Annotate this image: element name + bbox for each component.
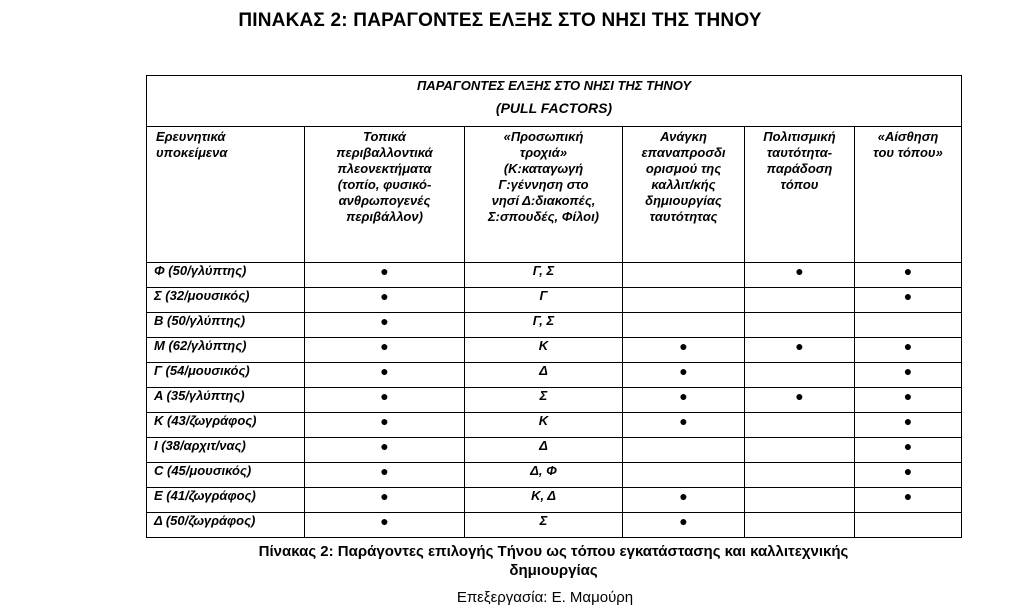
column-header-sense-of-place: [855, 127, 962, 263]
table-cell: [745, 513, 855, 538]
bullet-mark: ●: [380, 388, 389, 404]
table-cell: [745, 388, 855, 413]
bullet-mark: ●: [903, 288, 913, 304]
table-cell: [305, 338, 465, 363]
table-cell: [855, 363, 962, 388]
table-row: [147, 438, 962, 463]
table-cell: [855, 463, 962, 488]
pull-factors-table: [146, 75, 962, 538]
table-row: [147, 363, 962, 388]
column-header-label: Πολιτισμική ταυτότητα- παράδοση τόπου: [763, 129, 836, 192]
table-cell: [305, 438, 465, 463]
cell-value: Σ: [539, 513, 548, 528]
table-cell: [465, 488, 623, 513]
table-cell: [623, 488, 745, 513]
bullet-mark: ●: [380, 438, 389, 454]
bullet-mark: ●: [679, 513, 688, 529]
table-caption: Πίνακας 2: Παράγοντες επιλογής Τήνου ως τόπου εγκατάστασης και καλλιτεχνικής δημιουργίας: [258, 543, 849, 579]
subject-cell: Α (35/γλύπτης): [147, 388, 305, 413]
table-cell: [745, 288, 855, 313]
table-cell: [465, 338, 623, 363]
bullet-mark: ●: [380, 463, 389, 479]
bullet-mark: ●: [903, 263, 913, 279]
table-cell: [855, 338, 962, 363]
bullet-mark: ●: [380, 313, 389, 329]
table-row: [147, 413, 962, 438]
credit-line: Επεξεργασία: Ε. Μαμούρη: [456, 589, 634, 606]
column-header-subjects: [147, 127, 305, 263]
table-cell: [855, 438, 962, 463]
table-cell: [465, 463, 623, 488]
bullet-mark: ●: [795, 263, 804, 279]
table-cell: [855, 513, 962, 538]
subject-cell: Ι (38/αρχιτ/νας): [147, 438, 305, 463]
table-cell: [623, 513, 745, 538]
bullet-mark: ●: [380, 513, 389, 529]
subject-cell: Γ (54/μουσικός): [147, 363, 305, 388]
table-row: [147, 288, 962, 313]
subject-cell: Φ (50/γλύπτης): [147, 263, 305, 288]
table-cell: [305, 263, 465, 288]
table-cell: [465, 363, 623, 388]
table-row: [147, 388, 962, 413]
cell-value: Γ: [539, 288, 548, 303]
table-cell: [745, 413, 855, 438]
table-cell: [855, 313, 962, 338]
table-cell: [745, 488, 855, 513]
bullet-mark: ●: [795, 388, 804, 404]
table-row: [147, 488, 962, 513]
bullet-mark: ●: [903, 363, 913, 379]
cell-value: Γ, Σ: [532, 263, 555, 278]
cell-value: Σ: [539, 388, 548, 403]
subject-cell: Ε (41/ζωγράφος): [147, 488, 305, 513]
table-cell: [623, 463, 745, 488]
bullet-mark: ●: [903, 438, 913, 454]
table-cell: [855, 388, 962, 413]
cell-value: Κ, Δ: [531, 488, 556, 503]
subject-cell: Σ (32/μουσικός): [147, 288, 305, 313]
column-header-label: «Προσωπική τροχιά» (Κ:καταγωγή Γ:γέννηση στο νησί Δ:διακοπές, Σ:σπουδές, Φίλοι): [487, 129, 600, 224]
bullet-mark: ●: [380, 288, 389, 304]
table-cell: [305, 388, 465, 413]
table-cell: [305, 488, 465, 513]
bullet-mark: ●: [903, 463, 913, 479]
table-cell: [855, 263, 962, 288]
table-cell: [465, 413, 623, 438]
table-cell: [855, 288, 962, 313]
table-cell: [305, 288, 465, 313]
table-header-title: ΠΑΡΑΓΟΝΤΕΣ ΕΛΞΗΣ ΣΤΟ ΝΗΣΙ ΤΗΣ ΤΗΝΟΥ: [416, 78, 692, 93]
table-cell: [305, 363, 465, 388]
table-cell: [623, 388, 745, 413]
table-cell: [623, 413, 745, 438]
subject-cell: Κ (43/ζωγράφος): [147, 413, 305, 438]
table-cell: [305, 463, 465, 488]
table-row: [147, 263, 962, 288]
table-cell: [305, 413, 465, 438]
bullet-mark: ●: [903, 488, 913, 504]
bullet-mark: ●: [679, 338, 688, 354]
cell-value: Δ: [539, 438, 548, 453]
table-row: [147, 463, 962, 488]
cell-value: Δ, Φ: [530, 463, 557, 478]
table-cell: [745, 463, 855, 488]
column-header-cultural-identity: [745, 127, 855, 263]
cell-value: Δ: [539, 363, 548, 378]
table-cell: [623, 288, 745, 313]
table-row: [147, 338, 962, 363]
cell-value: Κ: [538, 413, 549, 428]
table-header-subtitle: (PULL FACTORS): [495, 100, 613, 116]
column-header-label: Τοπικά περιβαλλοντικά πλεονεκτήματα (τοπίο, φυσικό- ανθρωπογενές περιβάλλον): [336, 129, 433, 224]
table-cell: [623, 338, 745, 363]
table-header-row: [147, 76, 962, 127]
bullet-mark: ●: [380, 488, 389, 504]
column-header-personal-trajectory: [465, 127, 623, 263]
table-cell: [305, 313, 465, 338]
column-header-label: Ανάγκη επαναπροσδι ορισμού της καλλιτ/κής δημιουργίας ταυτότητας: [641, 129, 726, 224]
subject-cell: Β (50/γλύπτης): [147, 313, 305, 338]
table-row: [147, 313, 962, 338]
bullet-mark: ●: [380, 413, 389, 429]
bullet-mark: ●: [795, 338, 804, 354]
table-cell: [623, 263, 745, 288]
subject-cell: C (45/μουσικός): [147, 463, 305, 488]
document-title: ΠΙΝΑΚΑΣ 2: ΠΑΡΑΓΟΝΤΕΣ ΕΛΞΗΣ ΣΤΟ ΝΗΣΙ ΤΗΣ ΤΗΝΟΥ: [238, 10, 762, 31]
table-cell: [465, 313, 623, 338]
cell-value: Κ: [538, 338, 549, 353]
table-cell: [465, 388, 623, 413]
table-cell: [745, 438, 855, 463]
table-cell: [465, 438, 623, 463]
table-cell: [745, 363, 855, 388]
bullet-mark: ●: [903, 388, 913, 404]
column-header-row: [147, 127, 962, 263]
table-cell: [623, 438, 745, 463]
bullet-mark: ●: [679, 488, 688, 504]
table-header: [147, 76, 962, 127]
table-cell: [623, 313, 745, 338]
bullet-mark: ●: [380, 263, 389, 279]
cell-value: Γ, Σ: [532, 313, 555, 328]
bullet-mark: ●: [679, 388, 688, 404]
table-cell: [745, 313, 855, 338]
column-header-label: Ερευνητικά υποκείμενα: [156, 129, 228, 160]
table-cell: [623, 363, 745, 388]
column-header-environment: [305, 127, 465, 263]
bullet-mark: ●: [903, 413, 913, 429]
bullet-mark: ●: [903, 338, 913, 354]
table-row: [147, 513, 962, 538]
bullet-mark: ●: [380, 363, 389, 379]
table-cell: [465, 513, 623, 538]
column-header-identity-redefinition: [623, 127, 745, 263]
table-cell: [745, 263, 855, 288]
table-cell: [745, 338, 855, 363]
table-cell: [855, 488, 962, 513]
bullet-mark: ●: [380, 338, 389, 354]
table-cell: [305, 513, 465, 538]
bullet-mark: ●: [679, 413, 688, 429]
bullet-mark: ●: [679, 363, 688, 379]
column-header-label: «Αίσθηση του τόπου»: [873, 129, 943, 160]
subject-cell: Δ (50/ζωγράφος): [147, 513, 305, 538]
table-cell: [465, 288, 623, 313]
subject-cell: Μ (62/γλύπτης): [147, 338, 305, 363]
table-cell: [465, 263, 623, 288]
table-cell: [855, 413, 962, 438]
